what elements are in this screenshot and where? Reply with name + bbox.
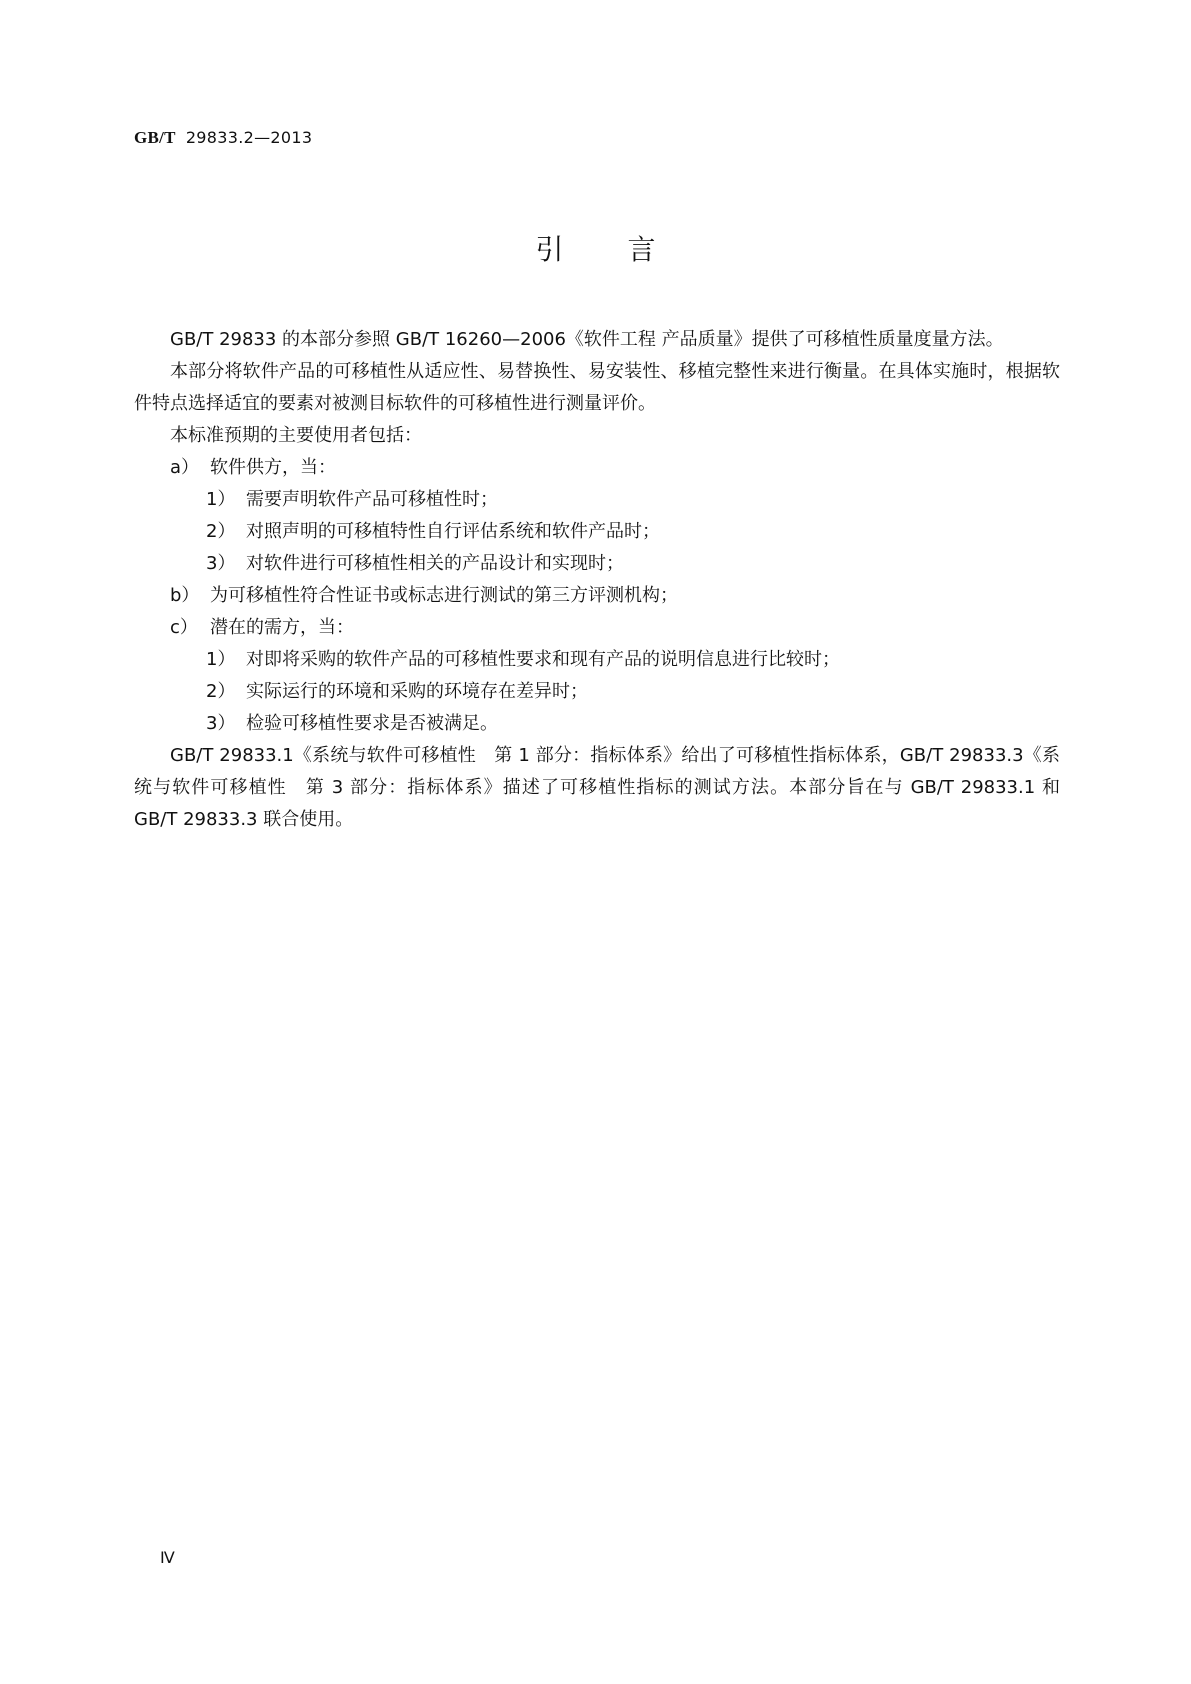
list-text: 潜在的需方，当：	[210, 617, 354, 638]
list-item-a-3	[134, 548, 1060, 580]
list-item-a	[134, 452, 1060, 484]
standard-code	[134, 128, 312, 148]
page-title: 引言	[535, 233, 720, 266]
list-text: 检验可移植性要求是否被满足。	[246, 713, 498, 734]
document-body	[134, 324, 1060, 836]
list-marker: 2）	[206, 681, 236, 702]
list-marker: 1）	[206, 489, 236, 510]
list-marker: b）	[170, 585, 200, 606]
list-marker: 2）	[206, 521, 236, 542]
list-marker: 1）	[206, 649, 236, 670]
paragraph-users: 本标准预期的主要使用者包括：	[170, 425, 422, 446]
list-marker: 3）	[206, 713, 236, 734]
page-number: Ⅳ	[160, 1550, 175, 1567]
list-text: 为可移植性符合性证书或标志进行测试的第三方评测机构；	[210, 585, 678, 606]
list-text: 对软件进行可移植性相关的产品设计和实现时；	[246, 553, 624, 574]
standard-prefix: GB/T	[134, 128, 176, 147]
standard-number: 29833.2—2013	[185, 128, 313, 147]
list-text: 需要声明软件产品可移植性时；	[246, 489, 498, 510]
list-item-a-2	[134, 516, 1060, 548]
list-item-c-2	[134, 676, 1060, 708]
list-item-c-1	[134, 644, 1060, 676]
paragraph-intro: GB/T 29833 的本部分参照 GB/T 16260—2006《软件工程 产品质量》提供了可移植性质量度量方法。	[170, 329, 1004, 350]
list-item-c-3	[134, 708, 1060, 740]
list-item-b	[134, 580, 1060, 612]
list-marker: a）	[170, 457, 200, 478]
list-item-c	[134, 612, 1060, 644]
list-text: 实际运行的环境和采购的环境存在差异时；	[246, 681, 588, 702]
list-marker: 3）	[206, 553, 236, 574]
list-text: 软件供方，当：	[210, 457, 336, 478]
paragraph-scope: 本部分将软件产品的可移植性从适应性、易替换性、易安装性、移植完整性来进行衡量。在具体实施时，根据软件特点选择适宜的要素对被测目标软件的可移植性进行测量评价。	[134, 361, 1060, 414]
list-marker: c）	[170, 617, 198, 638]
list-text: 对照声明的可移植特性自行评估系统和软件产品时；	[246, 521, 660, 542]
list-text: 对即将采购的软件产品的可移植性要求和现有产品的说明信息进行比较时；	[246, 649, 840, 670]
list-item-a-1	[134, 484, 1060, 516]
paragraph-closing: GB/T 29833.1《系统与软件可移植性 第 1 部分：指标体系》给出了可移植性指标体系，GB/T 29833.3《系统与软件可移植性 第 3 部分：指标体系》描述了可移植性指标的测试方法。本部分旨在与 GB/T 29833.1 和 GB/T 29833.3 联合使用。	[134, 745, 1060, 830]
